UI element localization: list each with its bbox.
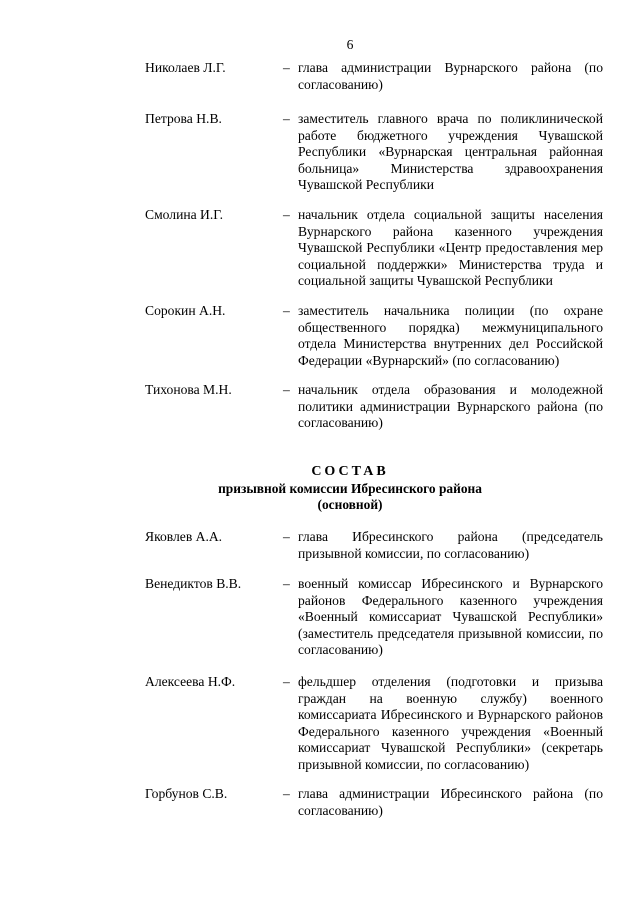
- member-description: военный комиссар Ибресинского и Вурнарского районов Федерального казенного учреждения «Военный комиссариат Чувашской Республики» (заместитель председателя призывной комиссии, по согласованию): [298, 576, 603, 657]
- member-name: Алексеева Н.Ф.: [145, 674, 236, 689]
- dash-separator: –: [283, 303, 290, 318]
- dash-separator: –: [283, 529, 290, 544]
- member-name: Николаев Л.Г.: [145, 60, 226, 75]
- member-name: Горбунов С.В.: [145, 786, 228, 801]
- dash-separator: –: [283, 576, 290, 591]
- member-description: фельдшер отделения (подготовки и призыва граждан на военную службу) военного комиссариата Ибресинского и Вурнарского районов Федерального казенного учреждения «Военный комиссариат Чувашской Республики» (секретарь призывной комиссии, по согласованию): [298, 674, 603, 772]
- member-name: Тихонова М.Н.: [145, 382, 232, 397]
- dash-separator: –: [283, 111, 290, 126]
- subtitle-qualifier: (основной): [317, 497, 383, 512]
- dash-separator: –: [283, 674, 290, 689]
- subtitle: призывной комиссии Ибресинского района: [218, 480, 482, 496]
- member-description: глава администрации Вурнарского района (по согласованию): [298, 60, 603, 92]
- member-description: начальник отдела образования и молодежной политики администрации Вурнарского района (по согласованию): [298, 382, 603, 430]
- member-name: Сорокин А.Н.: [145, 303, 226, 318]
- page-number: 6: [346, 37, 354, 52]
- member-name: Яковлев А.А.: [145, 529, 223, 544]
- member-description: глава администрации Ибресинского района (по согласованию): [298, 786, 603, 818]
- dash-separator: –: [283, 207, 290, 222]
- member-description: заместитель главного врача по поликлинической работе бюджетного учреждения Чувашской Республики «Вурнарская центральная районная больница» Министерства здравоохранения Чувашской Республики: [298, 111, 603, 192]
- member-name: Смолина И.Г.: [145, 207, 223, 222]
- member-name: Петрова Н.В.: [145, 111, 222, 126]
- heading: СОСТАВ: [311, 464, 389, 479]
- dash-separator: –: [283, 60, 290, 75]
- member-description: заместитель начальника полиции (по охране общественного порядка) межмуниципального отдела Министерства внутренних дел Российской Федерации «Вурнарский» (по согласованию): [298, 303, 603, 368]
- member-description: глава Ибресинского района (председатель призывной комиссии, по согласованию): [298, 529, 603, 561]
- member-name: Венедиктов В.В.: [145, 576, 242, 591]
- member-description: начальник отдела социальной защиты населения Вурнарского района казенного учреждения Чувашской Республики «Центр предоставления мер социальной поддержки» Министерства труда и социальной защиты Чувашской Республики: [298, 207, 603, 288]
- dash-separator: –: [283, 382, 290, 397]
- composition-title: [0, 464, 640, 514]
- dash-separator: –: [283, 786, 290, 801]
